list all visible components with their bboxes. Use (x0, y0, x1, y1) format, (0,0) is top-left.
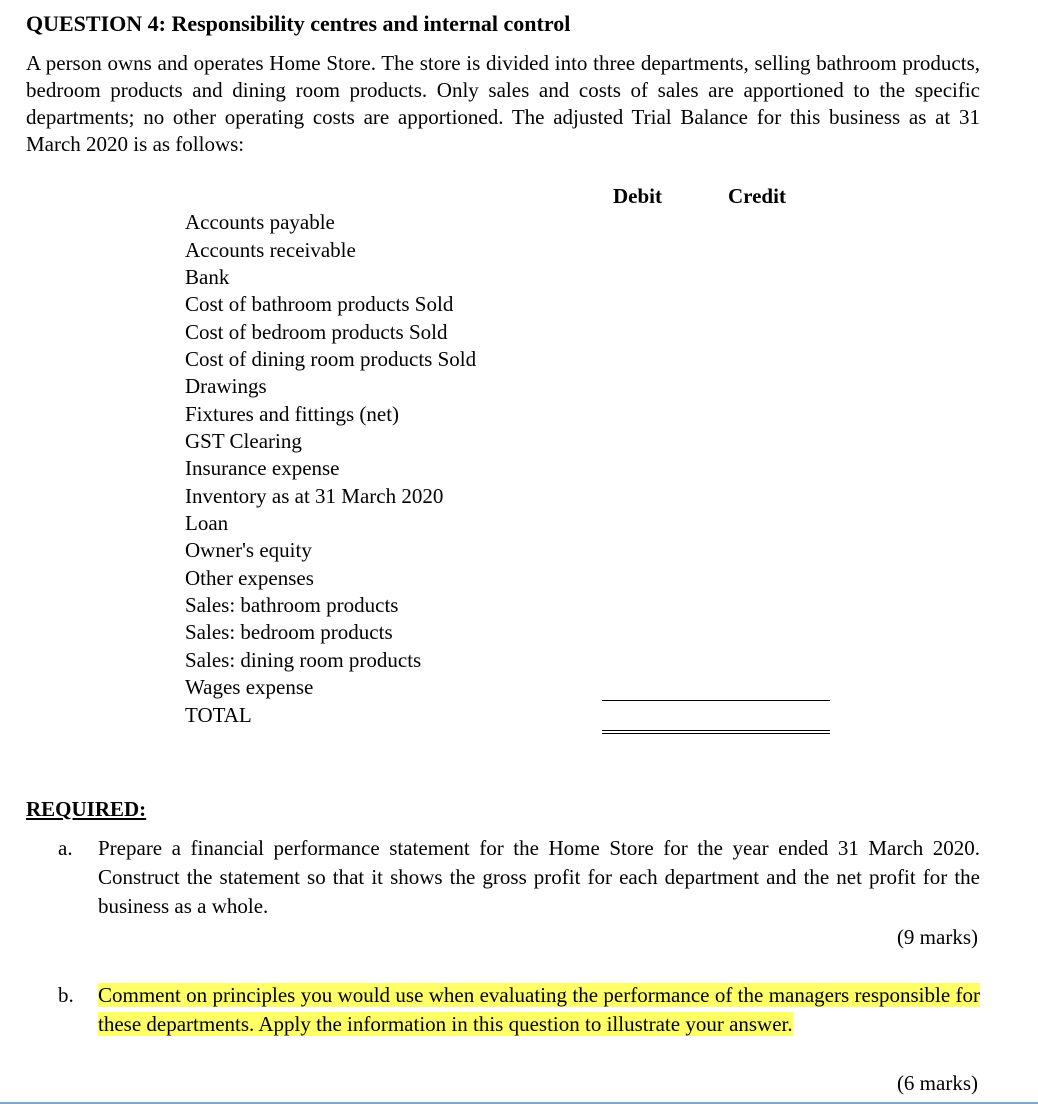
tb-row-label: Accounts receivable (185, 238, 356, 262)
tb-row-label: Drawings (185, 374, 267, 398)
tb-row-label: Sales: dining room products (185, 648, 422, 672)
tb-row-label: Accounts payable (185, 210, 335, 234)
item-b-highlighted-text: Comment on principles you would use when evaluating the performance of the managers responsible for these departments. Apply the information in this question to illustrate your answer. (98, 983, 980, 1036)
item-b-text (98, 981, 980, 1039)
item-b-marks: (6 marks) (896, 1071, 978, 1095)
total-double-rule-lower (602, 733, 830, 734)
tb-row-label: Owner's equity (185, 538, 312, 562)
tb-row-label: Loan (185, 511, 229, 535)
tb-row-label: Insurance expense (185, 456, 340, 480)
tb-row-label: Inventory as at 31 March 2020 (185, 484, 444, 508)
tb-row-label: Wages expense (185, 675, 314, 699)
tb-row-label: Bank (185, 265, 230, 289)
tb-row-label: Cost of bedroom products Sold (185, 320, 448, 344)
tb-row-label: GST Clearing (185, 429, 302, 453)
total-double-rule-upper (602, 730, 830, 731)
item-a-marks: (9 marks) (896, 925, 978, 949)
question-intro: A person owns and operates Home Store. The store is divided into three departments, selling bathroom products, bedroom products and dining room products. Only sales and costs of sales are apportioned to the specific departments; no other operating costs are apportioned. The adjusted Trial Balance for this business as at 31 March 2020 is as follows: (26, 51, 980, 156)
tb-row-label: Cost of dining room products Sold (185, 347, 477, 371)
tb-row-label: Sales: bathroom products (185, 593, 399, 617)
required-heading: REQUIRED: (26, 797, 147, 821)
debit-column-header: Debit (613, 184, 662, 208)
tb-row-label: Fixtures and fittings (net) (185, 402, 400, 426)
item-a-text: Prepare a financial performance statement for the Home Store for the year ended 31 March 2020. Construct the statement so that it shows the gross profit for each department and the net profit for the business as a whole. (98, 836, 980, 918)
subtotal-rule (602, 700, 830, 701)
question-title: QUESTION 4: Responsibility centres and internal control (26, 11, 571, 36)
tb-row-label: Cost of bathroom products Sold (185, 292, 454, 316)
tb-total-label: TOTAL (185, 703, 252, 727)
tb-row-label: Sales: bedroom products (185, 620, 393, 644)
credit-column-header: Credit (728, 184, 786, 208)
item-b-letter: b. (58, 983, 74, 1007)
item-a-letter: a. (58, 836, 73, 860)
tb-row-label: Other expenses (185, 566, 314, 590)
